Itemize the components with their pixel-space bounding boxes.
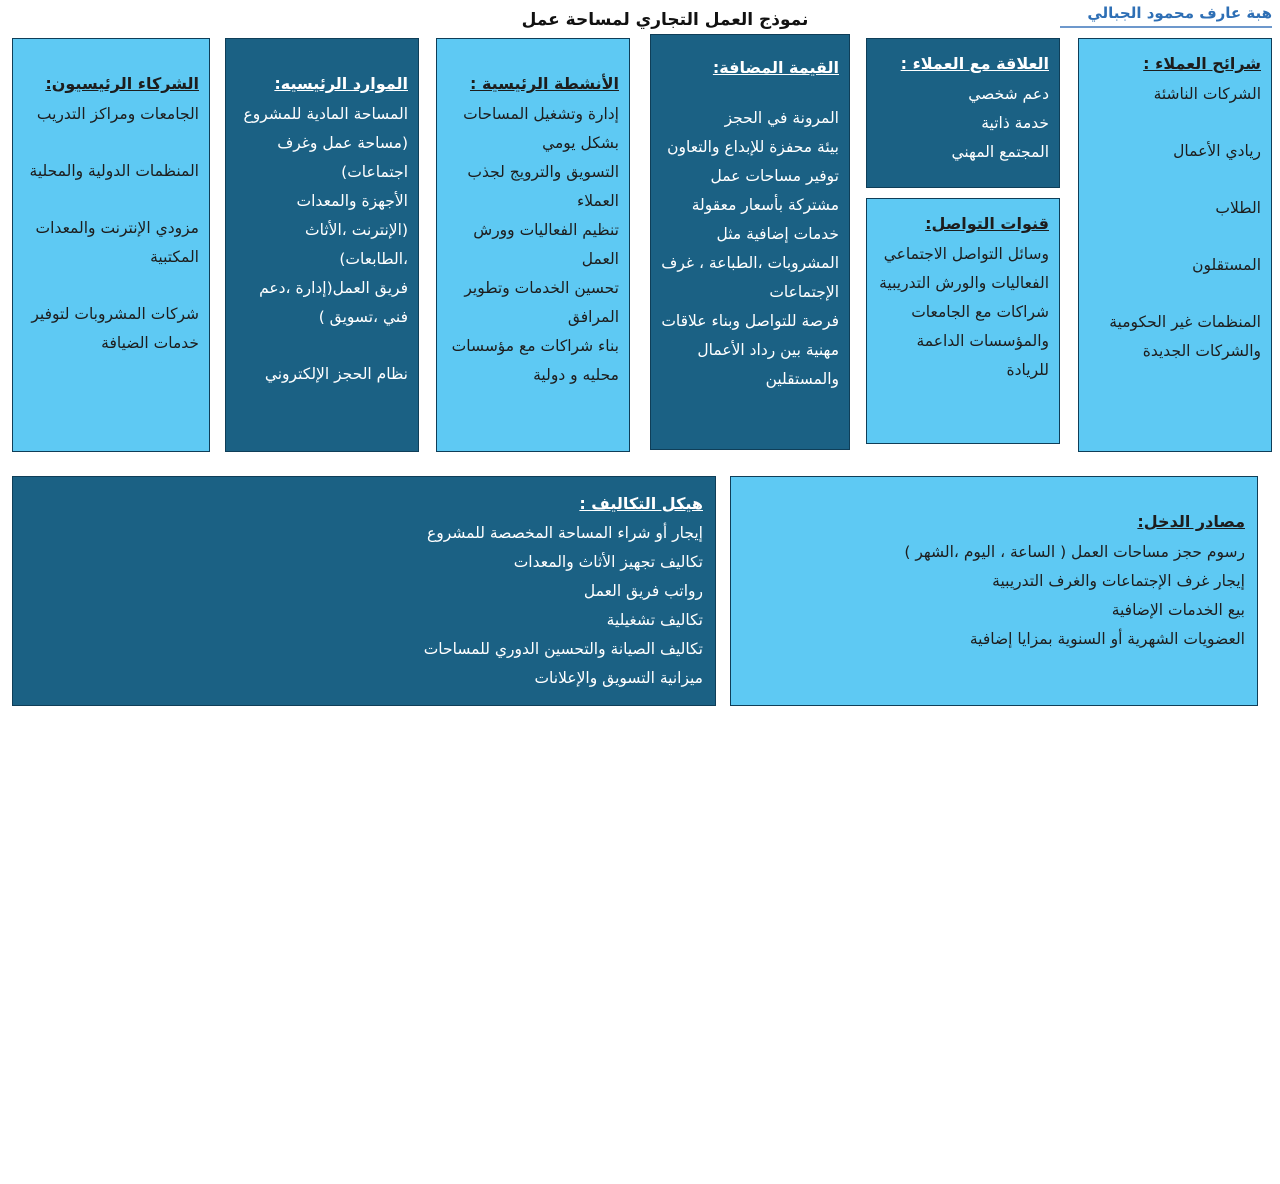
list-item: إيجار أو شراء المساحة المخصصة للمشروع: [427, 524, 703, 542]
list-item: بيع الخدمات الإضافية: [1111, 601, 1245, 619]
list-item: المرونة في الحجز: [724, 109, 839, 127]
watermark-url: mostaql.com: [577, 1159, 705, 1180]
list-item: رواتب فريق العمل: [583, 582, 703, 600]
list-item: رسوم حجز مساحات العمل ( الساعة ، اليوم ،الشهر ): [904, 543, 1245, 561]
customer-relationships-list: [877, 80, 1049, 167]
value-proposition-title: القيمة المضافة:: [712, 58, 839, 77]
key-partners-box: [12, 38, 210, 452]
list-item: المنظمات الدولية والمحلية: [29, 162, 199, 180]
list-item: ميزانية التسويق والإعلانات: [534, 669, 703, 687]
customer-segments-list: [1089, 80, 1261, 366]
key-activities-box: [436, 38, 630, 452]
list-item: توفير مساحات عمل مشتركة بأسعار معقولة: [691, 167, 839, 214]
page-title: نموذج العمل التجاري لمساحة عمل: [521, 10, 809, 30]
list-item: تنظيم الفعاليات وورش العمل: [473, 221, 619, 268]
channels-title: قنوات التواصل:: [925, 214, 1049, 233]
list-item: ريادي الأعمال: [1173, 142, 1261, 160]
list-item: تكاليف تشغيلية: [606, 611, 703, 629]
list-item: المجتمع المهني: [951, 143, 1049, 161]
customer-segments-box: [1078, 38, 1272, 452]
list-item: تكاليف تجهيز الأثاث والمعدات: [513, 553, 703, 571]
watermark-logo: مستقل: [573, 1096, 720, 1142]
list-item: فرصة للتواصل وبناء علاقات مهنية بين رداد الأعمال والمستقلين: [661, 312, 839, 388]
channels-list: [877, 240, 1049, 385]
list-item: خدمة ذاتية: [981, 114, 1049, 132]
list-item: إدارة وتشغيل المساحات بشكل يومي: [463, 105, 619, 152]
list-item: التسويق والترويج لجذب العملاء: [467, 163, 619, 210]
author-link[interactable]: هبة عارف محمود الجبالي: [1060, 4, 1272, 28]
list-item: خدمات إضافية مثل المشروبات ،الطباعة ، غرف الإجتماعات: [661, 225, 839, 301]
customer-relationships-title: العلاقة مع العملاء :: [900, 54, 1049, 73]
list-item: الجامعات ومراكز التدريب: [36, 105, 199, 123]
key-partners-list: [23, 100, 199, 358]
key-partners-title: الشركاء الرئيسيون:: [45, 74, 199, 93]
cost-structure-box: [12, 476, 720, 1180]
list-item: بناء شراكات مع مؤسسات محليه و دولية: [451, 337, 619, 384]
key-resources-list: [236, 100, 408, 389]
customer-segments-title: شرائح العملاء :: [1143, 54, 1261, 73]
list-item: شراكات مع الجامعات والمؤسسات الداعمة للريادة: [911, 303, 1049, 379]
list-item: الفعاليات والورش التدريبية: [879, 274, 1049, 292]
channels-box: [866, 198, 1060, 444]
list-item: تكاليف الصيانة والتحسين الدوري للمساحات: [423, 640, 703, 658]
list-item: تحسين الخدمات وتطوير المرافق: [464, 279, 619, 326]
list-item: الطلاب: [1215, 199, 1261, 217]
list-item: المنظمات غير الحكومية والشركات الجديدة: [1109, 313, 1261, 360]
value-proposition-box: [650, 34, 850, 450]
list-item: الأجهزة والمعدات (الإنترنت ،الأثاث ،الطابعات): [296, 192, 408, 268]
list-item: العضويات الشهرية أو السنوية بمزايا إضافية: [969, 630, 1245, 648]
list-item: الشركات الناشئة: [1153, 85, 1261, 103]
list-item: إيجار غرف الإجتماعات والغرف التدريبية: [992, 572, 1245, 590]
cost-structure-title: هيكل التكاليف :: [579, 494, 703, 513]
list-item: نظام الحجز الإلكتروني: [264, 365, 408, 383]
list-item: المستقلون: [1192, 256, 1261, 274]
key-resources-title: الموارد الرئيسيه:: [274, 74, 408, 93]
key-resources-box: [225, 38, 419, 452]
list-item: فريق العمل(إدارة ،دعم فني ،تسويق ): [259, 279, 408, 326]
key-activities-title: الأنشطة الرئيسية :: [469, 74, 619, 93]
list-item: دعم شخصي: [968, 85, 1049, 103]
revenue-streams-box: [730, 476, 1258, 706]
list-item: شركات المشروبات لتوفير خدمات الضيافة: [31, 305, 199, 352]
key-activities-list: [447, 100, 619, 390]
revenue-streams-list: [741, 538, 1245, 654]
list-item: مزودي الإنترنت والمعدات المكتبية: [35, 219, 199, 266]
list-item: بيئة محفزة للإبداع والتعاون: [667, 138, 839, 156]
value-proposition-list: [661, 104, 839, 394]
list-item: المساحة المادية للمشروع (مساحة عمل وغرف اجتماعات): [243, 105, 408, 181]
cost-structure-list: [23, 519, 703, 693]
customer-relationships-box: [866, 38, 1060, 188]
list-item: وسائل التواصل الاجتماعي: [883, 245, 1049, 263]
revenue-streams-title: مصادر الدخل:: [1137, 512, 1245, 531]
